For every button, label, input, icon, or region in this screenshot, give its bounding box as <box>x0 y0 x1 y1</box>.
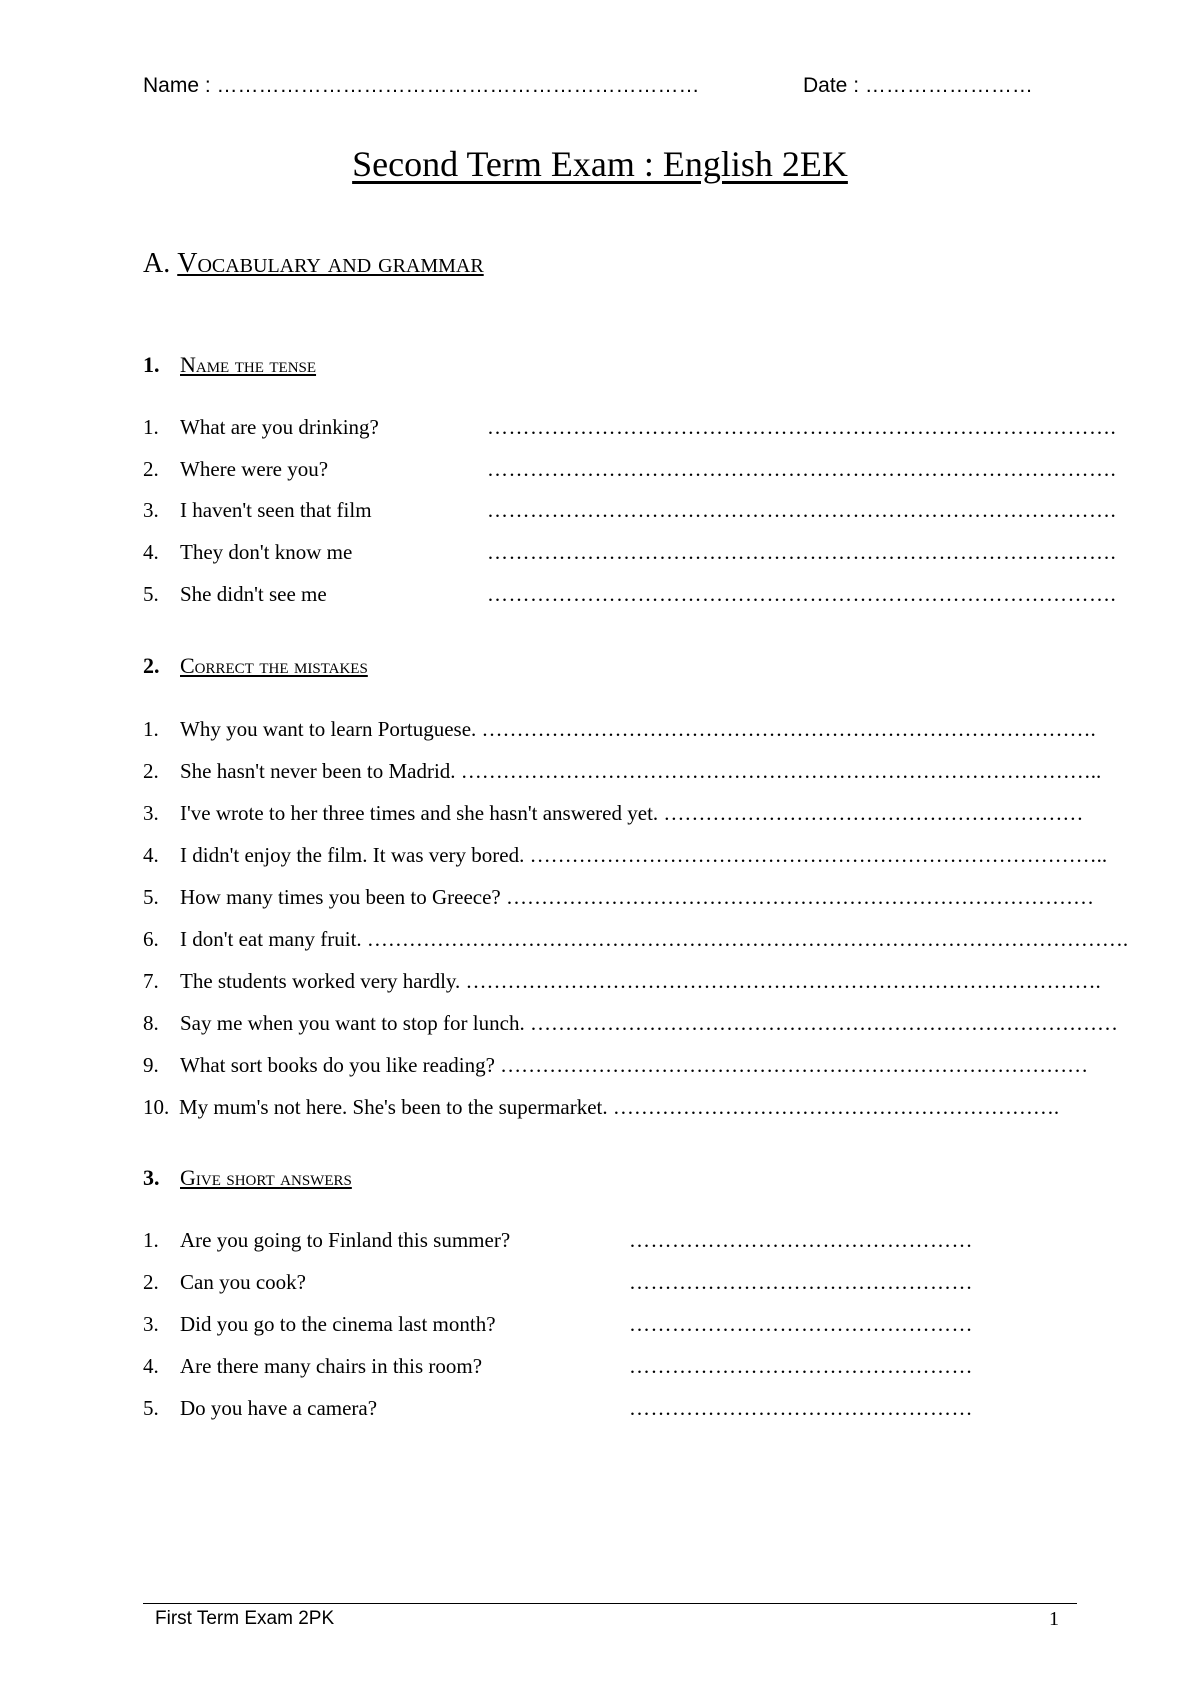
question-text: Are you going to Finland this summer? <box>180 1228 511 1252</box>
part2-question[interactable] <box>143 885 1094 910</box>
part3-number: 3. <box>143 1165 160 1190</box>
part2-question[interactable] <box>143 759 1102 784</box>
part3-question <box>143 1228 510 1253</box>
answer-blank[interactable]: ……………………………………………………………………………. <box>487 540 1117 564</box>
question-text: Are there many chairs in this room? <box>180 1354 483 1378</box>
question-number: 2. <box>143 759 159 783</box>
part2-question[interactable] <box>143 1053 1089 1078</box>
question-number: 2. <box>143 457 159 481</box>
question-number: 5. <box>143 885 159 909</box>
part2-question[interactable] <box>143 1095 1060 1120</box>
footer-text: First Term Exam 2PK <box>155 1608 335 1629</box>
part3-question <box>143 1354 482 1379</box>
question-number: 4. <box>143 1354 159 1378</box>
question-text: How many times you been to Greece? ………………………………………………………………………… <box>180 885 1094 909</box>
part1-question <box>143 582 327 607</box>
part1-question <box>143 498 372 523</box>
part2-question[interactable] <box>143 1011 1118 1036</box>
answer-blank[interactable]: ……………………………………………………………………………. <box>487 415 1117 439</box>
question-text: Did you go to the cinema last month? <box>180 1312 496 1336</box>
question-number: 6. <box>143 927 159 951</box>
part3-title: Give short answers <box>180 1165 352 1190</box>
question-text: What are you drinking? <box>180 415 379 439</box>
part1-heading <box>143 352 316 378</box>
question-number: 5. <box>143 1396 159 1420</box>
answer-blank[interactable]: ………………………………………… <box>629 1228 973 1252</box>
question-text: I didn't enjoy the film. It was very bored. ……………………………………………………………………….. <box>180 843 1108 867</box>
part2-question[interactable] <box>143 717 1096 742</box>
question-number: 1. <box>143 415 159 439</box>
part2-question[interactable] <box>143 801 1084 826</box>
part3-question <box>143 1396 377 1421</box>
answer-blank[interactable]: ……………………………………………………………………………. <box>487 498 1117 522</box>
question-number: 9. <box>143 1053 159 1077</box>
part2-number: 2. <box>143 653 160 678</box>
question-number: 10. <box>143 1095 170 1119</box>
question-number: 2. <box>143 1270 159 1294</box>
question-text: What sort books do you like reading? ………………………………………………………………………… <box>180 1053 1089 1077</box>
part1-title: Name the tense <box>180 352 317 377</box>
question-text: They don't know me <box>180 540 353 564</box>
question-text: Say me when you want to stop for lunch. ………………………………………………………………………… <box>180 1011 1118 1035</box>
question-number: 4. <box>143 540 159 564</box>
question-text: I don't eat many fruit. ………………………………………………………………………………………………. <box>180 927 1129 951</box>
date-field-label: Date : …………………… <box>803 74 1033 97</box>
question-number: 3. <box>143 1312 159 1336</box>
section-a-heading <box>143 248 484 280</box>
page-title: Second Term Exam : English 2EK <box>352 144 848 184</box>
question-number: 3. <box>143 801 159 825</box>
answer-blank[interactable]: ………………………………………… <box>629 1396 973 1420</box>
page-number: 1 <box>1049 1608 1059 1630</box>
footer-divider <box>143 1603 1077 1604</box>
part3-question <box>143 1270 306 1295</box>
question-text: Do you have a camera? <box>180 1396 378 1420</box>
part1-question <box>143 540 352 565</box>
question-text: My mum's not here. She's been to the supermarket. ………………………………………………………. <box>179 1095 1060 1119</box>
part2-heading <box>143 653 368 679</box>
part1-question <box>143 457 328 482</box>
section-a-prefix: A. <box>143 248 171 279</box>
question-number: 4. <box>143 843 159 867</box>
part2-question[interactable] <box>143 927 1129 952</box>
question-text: She hasn't never been to Madrid. ……………………………………………………………………………….. <box>180 759 1102 783</box>
question-text: She didn't see me <box>180 582 327 606</box>
part2-question[interactable] <box>143 843 1108 868</box>
question-number: 5. <box>143 582 159 606</box>
question-text: Why you want to learn Portuguese. ……………………………………………………………………………. <box>180 717 1096 741</box>
question-number: 7. <box>143 969 159 993</box>
question-number: 3. <box>143 498 159 522</box>
answer-blank[interactable]: ………………………………………… <box>629 1354 973 1378</box>
question-text: I haven't seen that film <box>180 498 372 522</box>
part1-question <box>143 415 379 440</box>
answer-blank[interactable]: ……………………………………………………………………………. <box>487 457 1117 481</box>
question-text: I've wrote to her three times and she hasn't answered yet. …………………………………………………… <box>180 801 1084 825</box>
part1-number: 1. <box>143 352 160 377</box>
answer-blank[interactable]: ………………………………………… <box>629 1270 973 1294</box>
question-text: The students worked very hardly. ………………………………………………………………………………. <box>180 969 1101 993</box>
section-a-title: Vocabulary and grammar <box>177 248 484 279</box>
question-number: 8. <box>143 1011 159 1035</box>
question-text: Where were you? <box>180 457 329 481</box>
question-text: Can you cook? <box>180 1270 306 1294</box>
answer-blank[interactable]: ……………………………………………………………………………. <box>487 582 1117 606</box>
part2-title: Correct the mistakes <box>180 653 368 678</box>
part3-heading <box>143 1165 352 1191</box>
part2-question[interactable] <box>143 969 1101 994</box>
part3-question <box>143 1312 496 1337</box>
answer-blank[interactable]: ………………………………………… <box>629 1312 973 1336</box>
question-number: 1. <box>143 1228 159 1252</box>
name-field-label: Name : …………………………………………………………… <box>143 74 700 97</box>
question-number: 1. <box>143 717 159 741</box>
